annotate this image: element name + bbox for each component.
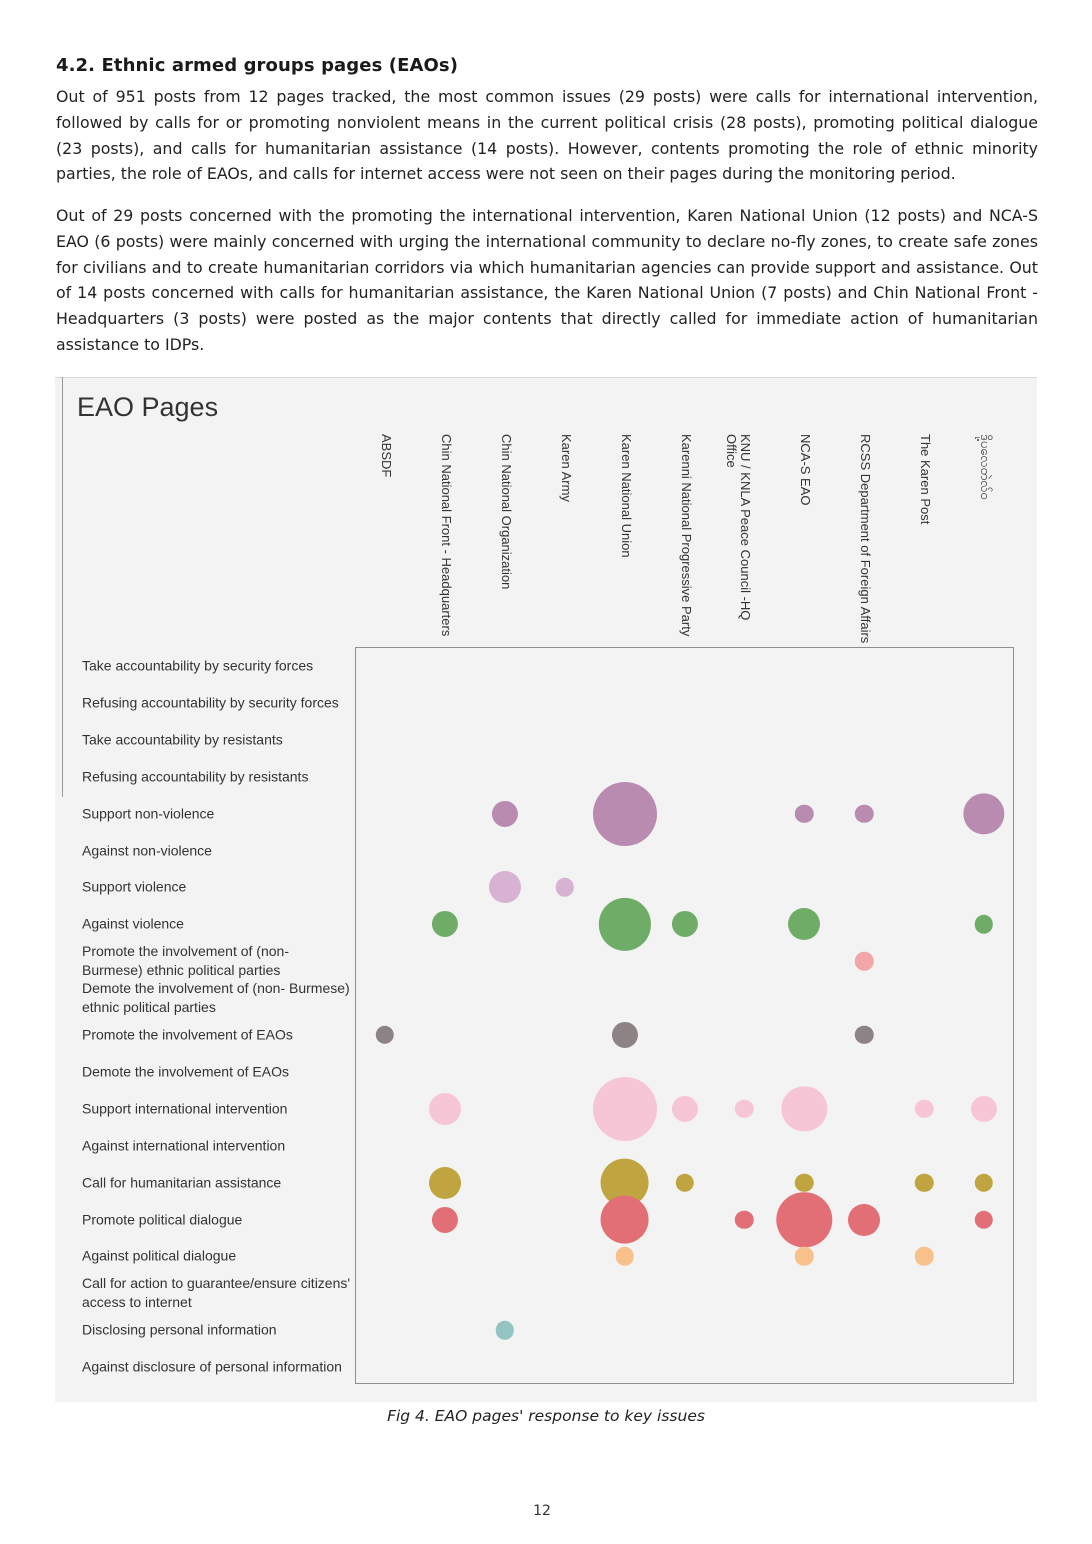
row-label: Against non-violence bbox=[82, 842, 212, 858]
row-label: Against disclosure of personal information bbox=[82, 1358, 342, 1375]
data-bubble bbox=[593, 782, 657, 846]
row-label: Call for humanitarian assistance bbox=[82, 1174, 282, 1191]
section-heading: 4.2. Ethnic armed groups pages (EAOs) bbox=[56, 55, 459, 76]
body-paragraph-1: Out of 951 posts from 12 pages tracked, the most common issues (29 posts) were calls for international intervention, followed by calls for or promoting nonviolent means in the current political crisis (28 posts), promoting political dialogue (23 posts), and calls for humanitarian assistance (14 posts). However, contents promoting the role of ethnic minority parties, the role of EAOs, and calls for internet access were not seen on their pages during the monitoring period. bbox=[56, 87, 1038, 184]
row-label: Take accountability by resistants bbox=[82, 731, 283, 748]
column-label: Karen National Union bbox=[618, 434, 634, 558]
row-label: Take accountability by security forces bbox=[82, 657, 314, 674]
data-bubble bbox=[593, 1077, 657, 1141]
data-bubble bbox=[848, 1204, 880, 1236]
row-label: Against international intervention bbox=[82, 1137, 286, 1154]
row-label: Support international intervention bbox=[82, 1100, 288, 1117]
column-label: RCSS Department of Foreign Affairs bbox=[858, 434, 874, 644]
column-label: KNU / KNLA Peace Council -HQ Office bbox=[724, 434, 754, 621]
row-label: Refusing accountability by security forces bbox=[82, 694, 339, 711]
data-bubble bbox=[788, 908, 820, 940]
column-label: NCA-S EAO bbox=[798, 434, 814, 506]
row-label: Demote the involvement of EAOs bbox=[82, 1063, 289, 1080]
row-label: Disclosing personal information bbox=[82, 1321, 277, 1338]
column-label: Chin National Organization bbox=[498, 434, 514, 590]
row-label: Promote the involvement of (non- Burmese) ethnic political parties bbox=[82, 943, 289, 979]
column-label: Karenni National Progressive Party bbox=[678, 434, 694, 637]
column-label: The Karen Post bbox=[918, 434, 934, 525]
row-label: Against political dialogue bbox=[82, 1247, 237, 1264]
figure-divider bbox=[62, 377, 63, 797]
data-bubble bbox=[600, 1195, 649, 1244]
row-label: Demote the involvement of (non- Burmese) ethnic political parties bbox=[82, 980, 350, 1016]
row-label: Call for action to guarantee/ensure citizens' access to internet bbox=[82, 1275, 351, 1311]
row-label: Support violence bbox=[82, 878, 187, 895]
column-label: ABSDF bbox=[379, 434, 394, 478]
row-label: Refusing accountability by resistants bbox=[82, 768, 309, 785]
column-label: Karen Army bbox=[558, 434, 574, 502]
column-label: ဒို့ပလေတဲလ်ဝ bbox=[978, 434, 993, 500]
column-label: Chin National Front - Headquarters bbox=[438, 434, 454, 637]
data-bubble bbox=[429, 1167, 461, 1199]
plot-area bbox=[355, 647, 1014, 1384]
row-label: Support non-violence bbox=[82, 805, 215, 822]
data-bubble bbox=[489, 871, 521, 903]
page-number: 12 bbox=[533, 1503, 551, 1519]
figure-caption: Fig 4. EAO pages' response to key issues bbox=[387, 1407, 705, 1425]
chart-title: EAO Pages bbox=[77, 392, 219, 422]
data-bubble bbox=[429, 1093, 461, 1125]
row-label: Promote political dialogue bbox=[82, 1211, 243, 1227]
body-paragraph-2: Out of 29 posts concerned with the promoting the international intervention, Karen National Union (12 posts) and NCA-S EAO (6 posts) were mainly concerned with urging the international community to declare no-fly zones, to create safe zones for civilians and to create humanitarian corridors via which humanitarian agencies can provide support and assistance. Out of 14 posts concerned with calls for humanitarian assistance, the Karen National Union (7 posts) and Chin National Front - Headquarters (3 posts) were posted as the major contents that directly called for immediate action of humanitarian assistance to IDPs. bbox=[56, 206, 1038, 354]
row-label: Promote the involvement of EAOs bbox=[82, 1026, 293, 1043]
row-label: Against violence bbox=[82, 915, 184, 932]
